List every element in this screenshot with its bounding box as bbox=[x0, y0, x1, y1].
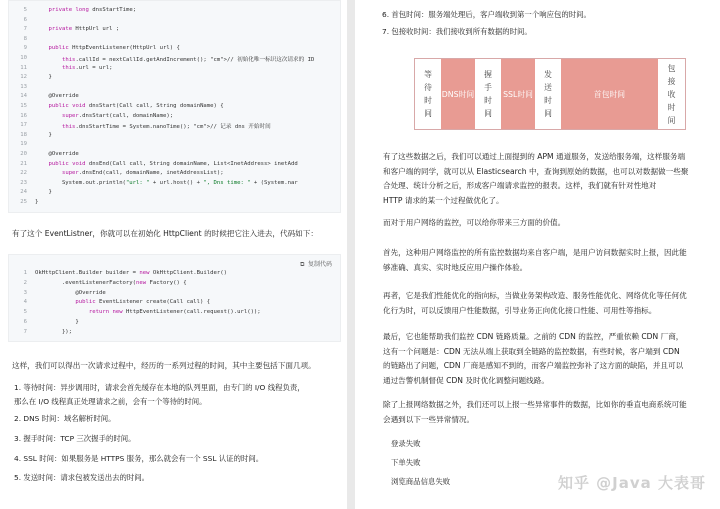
line-number: 7 bbox=[23, 328, 27, 335]
code-line: this.callId = nextCallId.getAndIncrement(); "cm">// 初始化唯一标识这次请求的 ID bbox=[61, 57, 315, 63]
code-line: private HttpUrl url ; bbox=[48, 26, 120, 33]
code-block-event-listener bbox=[8, 0, 341, 213]
left-page bbox=[0, 0, 347, 509]
code-line: } bbox=[35, 189, 52, 196]
paragraph: 有了这些数据之后，我们可以通过上面提到的 APM 通道服务，发送给服务端，这样服务端 和客户端的同学，就可以从 Elasticsearch 中，查询到原始的数据，也可以对数据做一些聚 合处理、统计分析之后，形成客户端请求监控的报表。这样，我们就有针对性地对 HTTP 请求的某一个过程做优化了。 bbox=[383, 152, 689, 205]
line-number: 21 bbox=[20, 160, 27, 167]
code-line: super.dnsStart(call, domainName); bbox=[61, 112, 174, 119]
code-line: public EventListener create(Call call) { bbox=[75, 299, 211, 306]
line-number: 5 bbox=[23, 7, 27, 13]
line-number: 9 bbox=[23, 45, 27, 52]
paragraph: 最后，它也能帮助我们监控 CDN 链路质量。之前的 CDN 的监控，严重依赖 CDN 厂商， 这有一个问题是：CDN 无法从端上获取到全链路的监控数据，有些时候，客户端到 CDN 的链路出了问题，CDN 厂商是感知不到的，而客户端监控弥补了这方面的缺陷，并且可以 通过告警机制督促 CDN 及时优化调整问题线路。 bbox=[383, 332, 684, 385]
code-line: public HttpEventListener(HttpUrl url) { bbox=[48, 45, 180, 52]
line-number: 11 bbox=[20, 64, 27, 71]
paragraph: 首先，这种用户网络监控的所有监控数据均来自客户端，是用户访问数据实时上报，因此能 够准确、真实、实时地反应用户操作体验。 bbox=[383, 248, 687, 272]
line-number: 12 bbox=[20, 74, 27, 81]
list-item: 浏览商品信息失败 bbox=[391, 477, 451, 486]
line-number: 10 bbox=[20, 55, 27, 61]
list-item: 5. 发送时间：请求包被发送出去的时间。 bbox=[14, 473, 150, 482]
intro-text: 有了这个 EventListner，你就可以在初始化 HttpClient 的时候把它注入进去，代码如下： bbox=[12, 229, 318, 238]
list-item: 3. 握手时间：TCP 三次握手的时间。 bbox=[14, 434, 136, 443]
code-line: super.dnsEnd(call, domainName, inetAddressList); bbox=[61, 170, 224, 177]
paragraph: 而对于用户网络的监控，可以给你带来三方面的价值。 bbox=[383, 218, 566, 227]
watermark: 知乎 @Java 大表哥 bbox=[557, 474, 706, 492]
list-item: 下单失败 bbox=[391, 458, 421, 467]
code-line: } bbox=[35, 131, 52, 138]
line-number: 22 bbox=[20, 170, 27, 177]
copy-icon: ⧉ bbox=[300, 261, 305, 268]
line-number: 1 bbox=[23, 270, 27, 276]
line-number: 7 bbox=[23, 26, 27, 33]
diagram-segment: DNS时间 bbox=[441, 59, 475, 129]
code-line: public void dnsStart(Call call, String domainName) { bbox=[48, 103, 224, 109]
line-number: 20 bbox=[20, 151, 27, 157]
line-number: 4 bbox=[23, 299, 27, 306]
paragraph: 除了上报网络数据之外，我们还可以上报一些异常事件的数据，比如你的垂直电商系统可能 会遇到以下一些异常情况。 bbox=[383, 400, 687, 424]
code-line: } bbox=[35, 319, 79, 325]
diagram-segment: 发 送 时 间 bbox=[535, 59, 561, 129]
line-number: 6 bbox=[23, 16, 27, 23]
line-number: 24 bbox=[20, 189, 27, 196]
list-item: 登录失败 bbox=[391, 439, 421, 448]
copy-code-label: 复制代码 bbox=[307, 261, 332, 268]
code-line: OkHttpClient.Builder builder = new OkHttpClient.Builder() bbox=[35, 270, 227, 276]
line-number: 17 bbox=[20, 122, 27, 129]
list-item: 那么在 I/O 线程真正处理请求之前，会有一个等待的时间。 bbox=[14, 397, 207, 406]
right-page bbox=[355, 0, 720, 509]
line-number: 5 bbox=[23, 309, 27, 316]
diagram-segment: 等 待 时 间 bbox=[415, 59, 441, 129]
line-number: 18 bbox=[20, 131, 27, 138]
code-line: System.out.println("url: " + url.host() + ", Dns time: " + (System.nar bbox=[35, 179, 298, 186]
list-item: 7. 包接收时间：我们接收到所有数据的时间。 bbox=[382, 27, 532, 36]
line-number: 16 bbox=[20, 112, 27, 119]
code-line: } bbox=[35, 199, 39, 205]
code-line: private long dnsStartTime; bbox=[48, 7, 137, 13]
diagram-segment: 握 手 时 间 bbox=[475, 59, 501, 129]
paragraph: 再者，它是我们性能优化的指向标，当做业务架构改造、服务性能优化、网络优化等任何优 化行为时，可以反馈用户性能数据，引导业务正向优化接口性能、可用性等指标。 bbox=[383, 291, 687, 315]
line-number: 15 bbox=[20, 103, 27, 109]
request-timeline-diagram bbox=[414, 58, 686, 130]
code-line: .eventListenerFactory(new Factory() { bbox=[35, 279, 187, 286]
line-number: 13 bbox=[20, 83, 27, 90]
copy-code-button[interactable] bbox=[300, 259, 332, 269]
line-number: 6 bbox=[23, 319, 27, 325]
list-item: 6. 首包时间：服务端处理后，客户端收到第一个响应包的时间。 bbox=[382, 10, 591, 19]
code-line: public void dnsEnd(Call call, String domainName, List<InetAddress> inetAdd bbox=[48, 160, 298, 167]
code-line: @Override bbox=[35, 151, 79, 157]
code-line: @Override bbox=[35, 289, 106, 296]
line-number: 2 bbox=[23, 279, 27, 286]
summary-text: 这样，我们可以得出一次请求过程中，经历的一系列过程的时间，其中主要包括下面几项。 bbox=[12, 361, 316, 370]
line-number: 14 bbox=[20, 93, 27, 100]
line-number: 25 bbox=[20, 199, 27, 205]
code-line: this.url = url; bbox=[61, 64, 113, 71]
code-line: return new HttpEventListener(call.request().url()); bbox=[88, 309, 261, 316]
code-line: }); bbox=[35, 328, 73, 335]
diagram-segment: 首包时间 bbox=[561, 59, 658, 129]
line-number: 19 bbox=[20, 141, 27, 148]
line-number: 23 bbox=[20, 179, 27, 186]
list-item: 2. DNS 时间：域名解析时间。 bbox=[14, 414, 116, 423]
code-line: @Override bbox=[35, 93, 79, 100]
list-item: 1. 等待时间：异步调用时，请求会首先缓存在本地的队列里面，由专门的 I/O 线程负责， bbox=[14, 383, 305, 392]
diagram-segment: 包 接 收 时 间 bbox=[658, 59, 685, 129]
code-line: } bbox=[35, 74, 52, 81]
line-number: 3 bbox=[23, 289, 27, 296]
line-number: 8 bbox=[23, 35, 27, 42]
code-block-builder bbox=[8, 254, 341, 342]
list-item: 4. SSL 时间：如果服务是 HTTPS 服务，那么就会有一个 SSL 认证的时间。 bbox=[14, 454, 264, 463]
code-line: this.dnsStartTime = System.nanoTime(); "cm">// 记录 dns 开始时间 bbox=[61, 124, 271, 131]
diagram-segment: SSL时间 bbox=[501, 59, 535, 129]
